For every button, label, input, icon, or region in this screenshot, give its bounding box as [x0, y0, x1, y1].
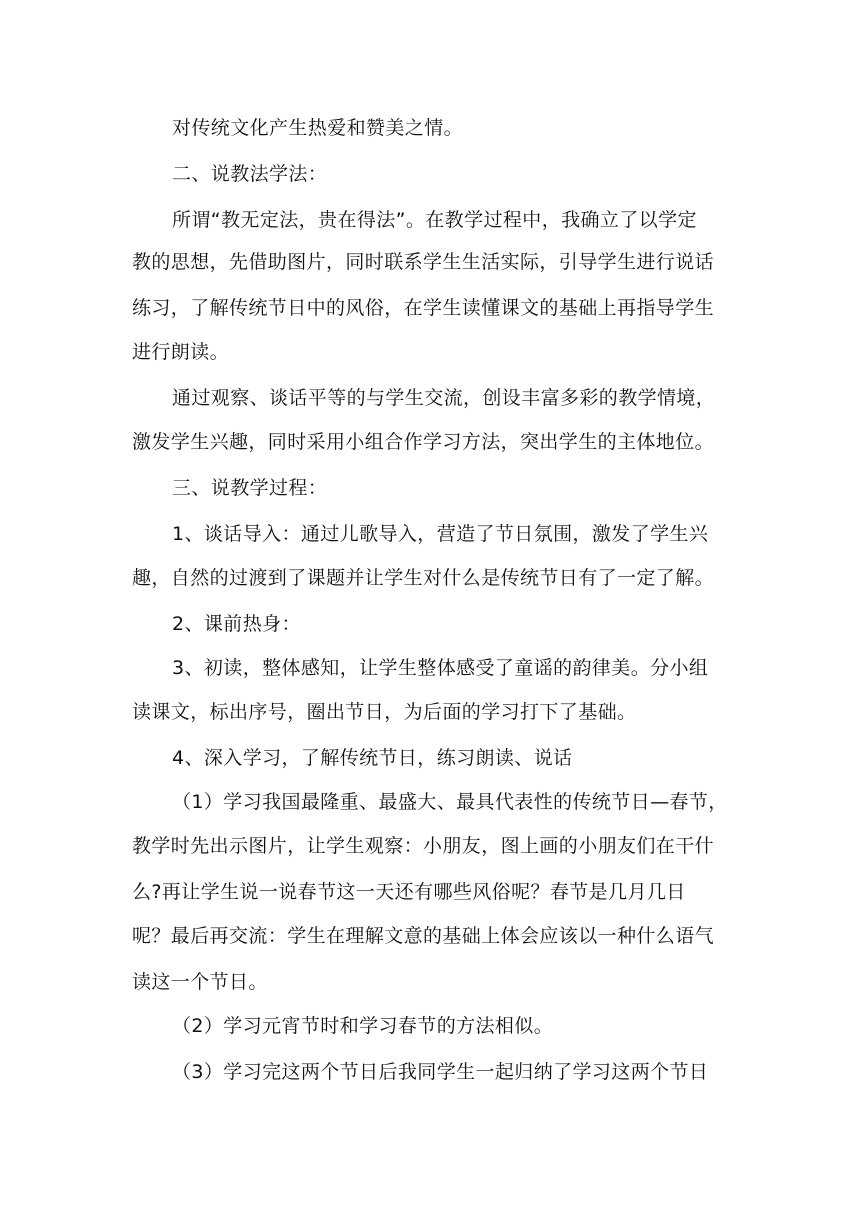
text-line: 读课文，标出序号，圈出节日，为后面的学习打下了基础。 — [132, 701, 637, 723]
text-line: （2）学习元宵节时和学习春节的方法相似。 — [172, 1015, 554, 1037]
text-line: 教学时先出示图片，让学生观察：小朋友，图上画的小朋友们在干什 — [132, 835, 715, 857]
text-line: 对传统文化产生热爱和赞美之情。 — [172, 117, 464, 139]
section-heading: 三、说教学过程： — [172, 477, 328, 499]
section-heading: 二、说教法学法： — [172, 163, 328, 185]
text-line: 1、谈话导入：通过儿歌导入，营造了节日氛围，激发了学生兴 — [172, 523, 709, 545]
text-line: 呢？最后再交流：学生在理解文意的基础上体会应该以一种什么语气 — [132, 925, 715, 947]
text-line: （3）学习完这两个节日后我同学生一起归纳了学习这两个节日 — [172, 1061, 709, 1083]
text-line: 通过观察、谈话平等的与学生交流，创设丰富多彩的教学情境， — [172, 387, 716, 409]
text-line: 趣，自然的过渡到了课题并让学生对什么是传统节日有了一定了解。 — [132, 567, 715, 589]
text-line: 教的思想，先借助图片，同时联系学生生活实际，引导学生进行说话 — [132, 251, 715, 273]
text-line: 练习，了解传统节日中的风俗，在学生读懂课文的基础上再指导学生 — [132, 297, 715, 319]
text-line: 读这一个节日。 — [132, 971, 268, 993]
text-line: 所谓“教无定法，贵在得法”。在教学过程中，我确立了以学定 — [172, 209, 697, 231]
text-line: 进行朗读。 — [132, 341, 230, 363]
text-line: 激发学生兴趣，同时采用小组合作学习方法，突出学生的主体地位。 — [132, 431, 715, 453]
text-line: 么?再让学生说一说春节这一天还有哪些风俗呢？春节是几月几日 — [132, 881, 686, 903]
text-line: （1）学习我国最隆重、最盛大、最具代表性的传统节日—春节， — [172, 791, 728, 813]
text-line: 2、课前热身： — [172, 613, 301, 635]
text-line: 4、深入学习，了解传统节日，练习朗读、说话 — [172, 747, 573, 769]
text-line: 3、初读，整体感知，让学生整体感受了童谣的韵律美。分小组 — [172, 657, 709, 679]
